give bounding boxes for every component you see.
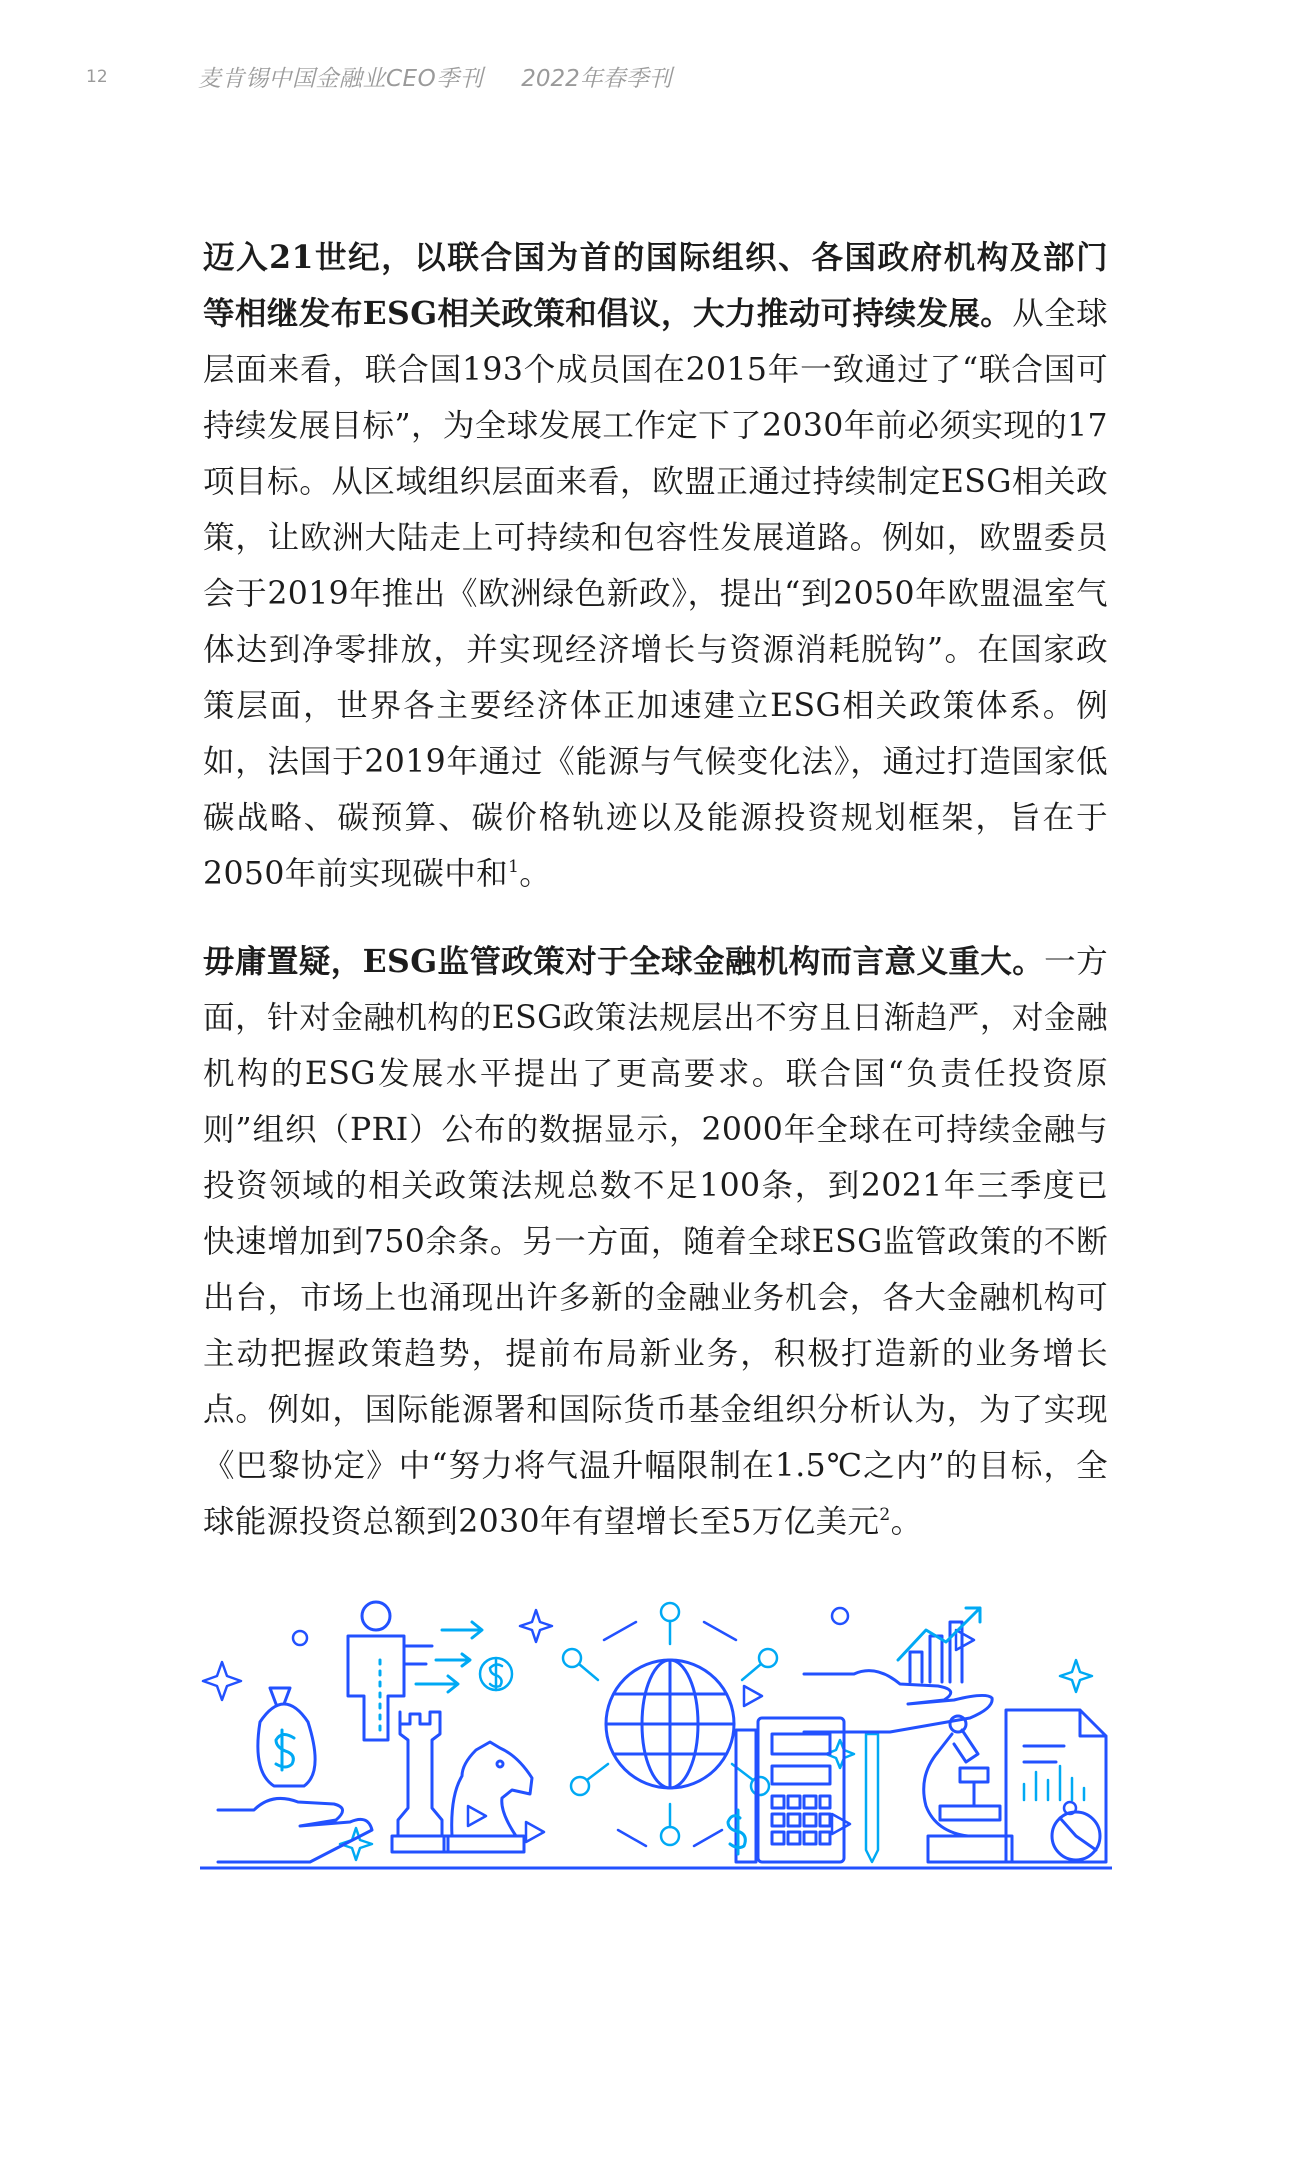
dot-icon xyxy=(293,1631,307,1645)
paragraph-1-lead: 迈入21世纪，以联合国为首的国际组织、各国政府机构及部门等相继发布ESG相关政策和倡议，大力推动可持续发展。 xyxy=(203,239,1108,332)
knight-piece-icon xyxy=(444,1742,532,1852)
journal-title: 麦肯锡中国金融业CEO季刊 xyxy=(198,66,484,92)
page-header xyxy=(86,60,672,93)
esg-finance-illustration xyxy=(200,1600,1112,1872)
rook-piece-icon xyxy=(392,1712,448,1852)
pie-chart-icon xyxy=(1052,1812,1100,1860)
sparkle-icon xyxy=(203,1662,241,1700)
article-body xyxy=(203,230,1108,1582)
paragraph-1-body: 从全球层面来看，联合国193个成员国在2015年一致通过了“联合国可持续发展目标”，为全球发展工作定下了2030年前必须实现的17项目标。从区域组织层面来看，欧盟正通过持续制定ESG相关政策，让欧洲大陆走上可持续和包容性发展道路。例如，欧盟委员会于2019年推出《欧洲绿色新政》，提出“到2050年欧盟温室气体达到净零排放，并实现经济增长与资源消耗脱钩”。在国家政策层面，世界各主要经济体正加速建立ESG相关政策体系。例如，法国于2019年通过《能源与气候变化法》，通过打造国家低碳战略、碳预算、碳价格轨迹以及能源投资规划框架，旨在于2050年前实现碳中和 xyxy=(203,296,1109,892)
issue-label: 2022年春季刊 xyxy=(521,66,672,92)
paragraph-2-end: 。 xyxy=(890,1504,923,1540)
footnote-ref-2[interactable]: 2 xyxy=(879,1505,891,1525)
paragraph-2 xyxy=(203,934,1108,1550)
dot-icon xyxy=(832,1608,848,1624)
play-icon xyxy=(956,1630,974,1650)
receipt-icon xyxy=(728,1730,756,1862)
bar-graph-icon xyxy=(1024,1766,1084,1800)
paragraph-1-end: 。 xyxy=(519,856,552,892)
open-hand-icon xyxy=(218,1798,372,1862)
growth-chart-icon xyxy=(898,1608,980,1682)
coin-icon xyxy=(480,1658,512,1690)
play-icon xyxy=(468,1806,486,1826)
paragraph-1 xyxy=(203,230,1108,902)
sparkle-icon xyxy=(520,1610,552,1642)
money-bag-icon xyxy=(258,1688,315,1786)
calculator-icon xyxy=(758,1718,844,1862)
report-document-icon xyxy=(1006,1710,1106,1862)
paragraph-2-lead: 毋庸置疑，ESG监管政策对于全球金融机构而言意义重大。 xyxy=(203,943,1045,980)
play-icon xyxy=(744,1686,762,1706)
globe-icon xyxy=(606,1660,734,1788)
paragraph-2-body: 一方面，针对金融机构的ESG政策法规层出不穷且日渐趋严，对金融机构的ESG发展水平提出了更高要求。联合国“负责任投资原则”组织（PRI）公布的数据显示，2000年全球在可持续金融与投资领域的相关政策法规总数不足100条，到2021年三季度已快速增加到750余条。另一方面，随着全球ESG监管政策的不断出台，市场上也涌现出许多新的金融业务机会，各大金融机构可主动把握政策趋势，提前布局新业务，积极打造新的业务增长点。例如，国际能源署和国际货币基金组织分析认为，为了实现《巴黎协定》中“努力将气温升幅限制在1.5℃之内”的目标，全球能源投资总额到2030年有望增长至5万亿美元 xyxy=(203,944,1108,1540)
forward-arrow-icon xyxy=(416,1622,482,1692)
play-icon xyxy=(832,1814,850,1834)
supporting-hand-icon xyxy=(804,1671,992,1732)
sparkle-icon xyxy=(1060,1660,1092,1692)
footnote-ref-1[interactable]: 1 xyxy=(508,857,520,877)
microscope-icon xyxy=(924,1716,1012,1862)
page-number: 12 xyxy=(86,66,108,87)
play-icon xyxy=(526,1822,544,1842)
pencil-icon xyxy=(866,1734,878,1862)
